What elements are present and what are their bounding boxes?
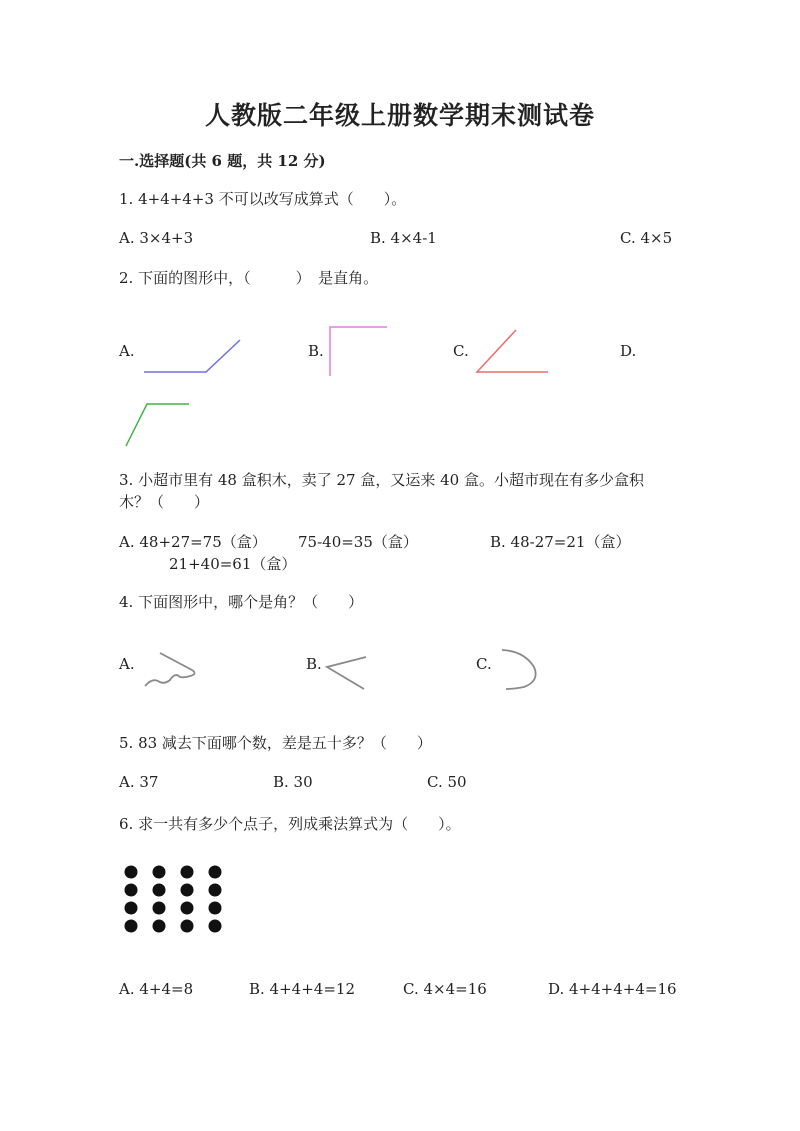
dot [181,866,194,879]
question-4: 4. 下面图形中，哪个是角？（ ） [119,593,364,611]
q4b-angle-lines [327,657,366,689]
dot [125,902,138,915]
question-3-line-2: 木？（ ） [119,493,210,511]
question-3-line-1: 3. 小超市里有 48 盒积木，卖了 27 盒，又运来 40 盒。小超市现在有多少盒积 [119,471,644,489]
question-1: 1. 4+4+4+3 不可以改写成算式（ ）。 [119,190,407,208]
q6-option-a[interactable]: A. 4+4=8 [119,980,194,998]
q4-figure-b [322,652,370,692]
dot [125,920,138,933]
q4-option-a[interactable]: A. [119,655,135,673]
dot [153,920,166,933]
q4-option-c[interactable]: C. [476,655,492,673]
section-heading: 一.选择题(共 6 题，共 12 分) [119,152,326,170]
q2-option-d[interactable]: D. [620,342,637,360]
question-6: 6. 求一共有多少个点子，列成乘法算式为（ ）。 [119,815,461,833]
q2-option-c[interactable]: C. [453,342,469,360]
q2d-angle-lines [126,404,189,446]
q6-option-b[interactable]: B. 4+4+4=12 [249,980,355,998]
q5-option-b[interactable]: B. 30 [273,773,313,791]
q1-option-b[interactable]: B. 4×4-1 [370,229,437,247]
q4c-shape [502,650,536,689]
dot [209,866,222,879]
q6-option-c[interactable]: C. 4×4=16 [403,980,487,998]
q2a-angle-lines [144,340,240,372]
q4-figure-c [494,645,546,693]
q5-option-a[interactable]: A. 37 [119,773,159,791]
q6-dot-grid [118,860,230,938]
q2-figure-a [140,334,245,379]
q4-figure-a [140,648,202,693]
dot [153,866,166,879]
dot [181,884,194,897]
dot [153,884,166,897]
q3-option-a-step-1[interactable]: A. 48+27=75（盒） [119,533,267,551]
dot [125,884,138,897]
dot [181,920,194,933]
dot [125,866,138,879]
q2-option-b[interactable]: B. [308,342,324,360]
q3-option-b-step-1[interactable]: B. 48-27=21（盒） [490,533,631,551]
q2c-angle-lines [477,330,548,372]
q4-option-b[interactable]: B. [306,655,322,673]
q4a-shape [145,653,195,686]
question-5: 5. 83 减去下面哪个数，差是五十多？（ ） [119,734,432,752]
dot [181,902,194,915]
q2-figure-c [472,328,552,378]
q6-option-d[interactable]: D. 4+4+4+4=16 [548,980,677,998]
question-2: 2. 下面的图形中，（ ） 是直角。 [119,269,379,287]
q2-option-a[interactable]: A. [119,342,135,360]
q1-option-c[interactable]: C. 4×5 [620,229,673,247]
dot [153,902,166,915]
page-title: 人教版二年级上册数学期末测试卷 [204,101,595,130]
q2-figure-b [325,322,390,378]
dot [209,902,222,915]
q3-option-a-step-2: 75-40=35（盒） [298,533,418,551]
q3-option-b-step-2: 21+40=61（盒） [169,555,297,573]
dot [209,884,222,897]
q1-option-a[interactable]: A. 3×4+3 [119,229,194,247]
q2-figure-d [122,398,194,450]
dot [209,920,222,933]
q2b-angle-lines [330,327,387,376]
q5-option-c[interactable]: C. 50 [427,773,467,791]
